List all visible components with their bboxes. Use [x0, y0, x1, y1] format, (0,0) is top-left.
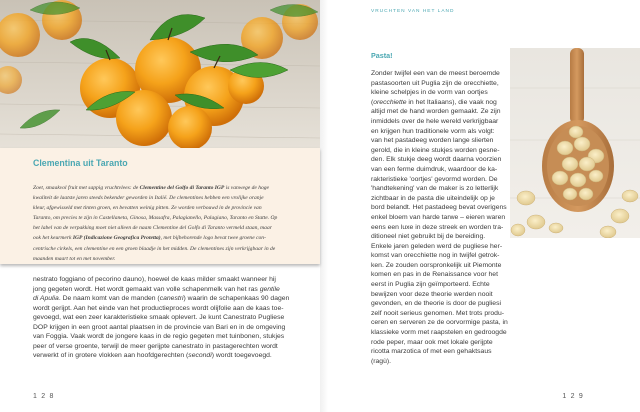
body-line [33, 294, 315, 304]
text-run: komen en pas in de Renaissance voor het [371, 271, 498, 279]
body-line [371, 357, 495, 367]
info-box-line [33, 223, 314, 233]
text-run: Enkele jaren geleden werd de pugliese her- [371, 242, 503, 250]
text-run: verwerkt of in grotere vlokken aan hoofdgerechten ( [33, 352, 189, 360]
text-run: (ragù). [371, 357, 392, 365]
italic-text: gentile [259, 285, 280, 293]
text-run: gevoegd, wat een zeer karakteristieke smaak oplevert. Je kunt Canestrato Pugliese [33, 314, 285, 322]
body-line [33, 313, 315, 323]
text-run: . De naam komt van de manden ( [58, 295, 160, 303]
text-run: van het pastadeeg worden lange slierten [371, 137, 494, 145]
body-line [371, 155, 502, 165]
body-line [371, 146, 500, 156]
text-run: bord belandt. Het pastadeeg bevat overigens [371, 204, 507, 212]
info-box-text [33, 183, 314, 264]
body-line [33, 275, 315, 285]
body-line [33, 323, 315, 333]
clementines-photo [0, 0, 320, 148]
body-line [371, 107, 501, 117]
info-box-line [33, 213, 314, 223]
text-run: gevonden, en de theorie is door de pugliesi [371, 300, 501, 308]
body-line [371, 280, 495, 290]
body-line [371, 299, 501, 309]
text-run: centrische cirkels, een clementine en een groen blaadje in het midden. De clementines zijn verkrijgbaar in de [33, 245, 276, 252]
text-run: zichtbaar in de pasta die uiteindelijk op je [371, 194, 495, 202]
text-run: den. Elk stukje deeg wordt daarna voorzien [371, 156, 502, 164]
left-page-body-text [33, 275, 315, 361]
body-line [371, 309, 504, 319]
text-run: ken. Ze zouden oorspronkelijk uit Piemonte [371, 261, 502, 269]
body-line [371, 175, 498, 185]
body-line [371, 194, 495, 204]
page-number-right: 1 2 9 [562, 393, 584, 400]
text-run: Taranto, om precies te zijn in Castellaneta, Ginosa, Massafra, Palagianello, Palagiano, Taranto en Statte. Op [33, 215, 278, 222]
text-run: klassieke vorm met raapstelen en gedroogde [371, 329, 507, 337]
text-run: het label van de verpakking moet niet alleen de naam Clementine del Golfo di Taranto vermeld staan, maar [33, 225, 272, 232]
body-line [371, 184, 499, 194]
text-run: wordt gerijpt. Aan het einde van het productieproces wordt olijfolie aan de kaas toe- [33, 304, 284, 312]
text-run: gerold, die in kleine stukjes worden gesne- [371, 146, 500, 154]
text-run: enkel bloem van harde tarwe – eieren waren [371, 213, 506, 221]
bold-text: IGP (Indicazione Geografica Protetta) [72, 235, 161, 242]
text-run: DOP krijgen in een groot aantal plaatsen in de provincie van Bari en in de omgeving [33, 323, 286, 331]
body-line [33, 342, 315, 352]
running-head: VRUCHTEN VAN HET LAND [371, 9, 455, 14]
text-run: jong gegeten wordt. Het wordt gemaakt van volle schapenmelk van het ras [33, 285, 260, 293]
text-run: inmiddels over de hele wereld verkrijgbaar [371, 117, 499, 125]
text-run: zelf nooit serieus genomen. Met trots produ- [371, 309, 504, 317]
body-line [33, 332, 315, 342]
text-run: ( [371, 98, 374, 106]
body-line [371, 347, 495, 357]
text-run: Zonder twijfel een van de meest beroemde [371, 70, 500, 77]
text-run: maanden maart tot en met november. [33, 255, 116, 262]
text-run: rode peper, maar ook met lokale gerijpte [371, 338, 493, 346]
orecchiette-spoon-photo [510, 48, 640, 238]
text-run: Zoet, smaakvol fruit met sappig vruchtvlees: de [33, 185, 140, 191]
text-run: bewijzen voor deze theorie werden nooit [371, 290, 493, 298]
body-line [371, 79, 499, 89]
body-line [371, 270, 498, 280]
text-run: kwaliteit de laatste jaren steeds bekender geworden in Italië. De clementines hebben een vrolijke oranje [33, 195, 264, 202]
body-line [371, 290, 495, 300]
info-box-line [33, 203, 314, 213]
text-run: kleur, afgewisseld met tinten groen, en bevatten weinig pitten. Ze worden verbouwd in de provincie van [33, 205, 262, 212]
text-run: en krijgen hun traditionele vorm als volgt: [371, 127, 495, 135]
text-run: ricotta marzotica of met een gehaktsaus [371, 348, 492, 356]
text-run: pastasoorten uit Puglia zijn de orecchiette, [371, 79, 499, 87]
book-gutter [320, 0, 328, 412]
text-run: is vanwege de hoge [224, 185, 269, 191]
italic-text: orecchiette [373, 98, 407, 106]
text-run: ook het keurmerk [33, 235, 73, 242]
text-run: eens een luxe in deze streek en worden tra- [371, 223, 504, 231]
section-title: Pasta! [371, 51, 393, 60]
text-run: ) wordt toegevoegd. [211, 352, 272, 360]
body-line [33, 285, 315, 295]
body-line [371, 213, 506, 223]
text-run: peer of verse groente, terwijl de meer gerijpte canestrato in pastagerechten wordt [33, 342, 278, 350]
text-run: eerst in Puglia zijn geïmporteerd. Echte [371, 281, 490, 289]
body-line [371, 242, 503, 252]
body-line [33, 304, 315, 314]
info-box-line [33, 233, 314, 243]
body-line [371, 338, 495, 348]
text-run: kleine schelpjes in de vorm van oortjes [371, 89, 488, 97]
page-number-left: 1 2 8 [33, 393, 55, 400]
text-run: ceren en serveren ze de oorvormige pasta, in [371, 319, 508, 327]
text-run: , met bijbehorende logo bevat twee groene con- [160, 235, 266, 242]
body-line [371, 251, 500, 261]
body-line [371, 98, 495, 108]
text-run: rakteristieke 'oortjes' gevormd worden. De [371, 175, 498, 183]
info-box-line [33, 183, 314, 193]
body-line [371, 88, 495, 98]
text-run: altijd met de hand worden gemaakt. Ze zijn [371, 108, 501, 116]
body-line [371, 328, 507, 338]
body-line [371, 203, 507, 213]
italic-text: di Apulia [33, 295, 59, 303]
info-box-line [33, 193, 314, 203]
text-run: ditioneel niet gebruikt bij de bereiding. [371, 233, 486, 241]
bold-text: Clementine del Golfo di Taranto IGP [139, 185, 225, 191]
body-line [371, 136, 495, 146]
text-run: komst van orecchiette nog in twijfel getrok- [371, 252, 500, 260]
body-line [371, 165, 498, 175]
text-run: van Foggia. Vaak wordt de jongere kaas in de regio gegeten met tuinbonen, stukjes [33, 333, 285, 341]
right-page-body-text [371, 69, 508, 366]
text-run: nestrato foggiano of pecorino dauno), hoewel de kaas milder smaakt wanneer hij [33, 276, 276, 283]
text-run: 'handtekening' van de maker is zo letterlijk [371, 185, 499, 193]
info-box-line [33, 254, 314, 264]
info-box-title: Clementina uit Taranto [33, 158, 128, 168]
body-line [371, 232, 495, 242]
body-line [371, 223, 504, 233]
text-run: van een ferme duimdruk, waardoor de ka- [371, 165, 498, 173]
text-run: in het Italiaans), die vaak nog [406, 98, 497, 106]
body-line [371, 117, 499, 127]
italic-text: secondi [188, 352, 212, 360]
body-line [371, 127, 495, 137]
body-line [371, 318, 508, 328]
text-run: ) waarin de schapenkaas 90 dagen [183, 295, 290, 303]
info-box-line [33, 244, 314, 254]
body-line [371, 261, 502, 271]
body-line [371, 69, 500, 79]
italic-text: canestri [159, 295, 184, 303]
body-line [33, 351, 315, 361]
